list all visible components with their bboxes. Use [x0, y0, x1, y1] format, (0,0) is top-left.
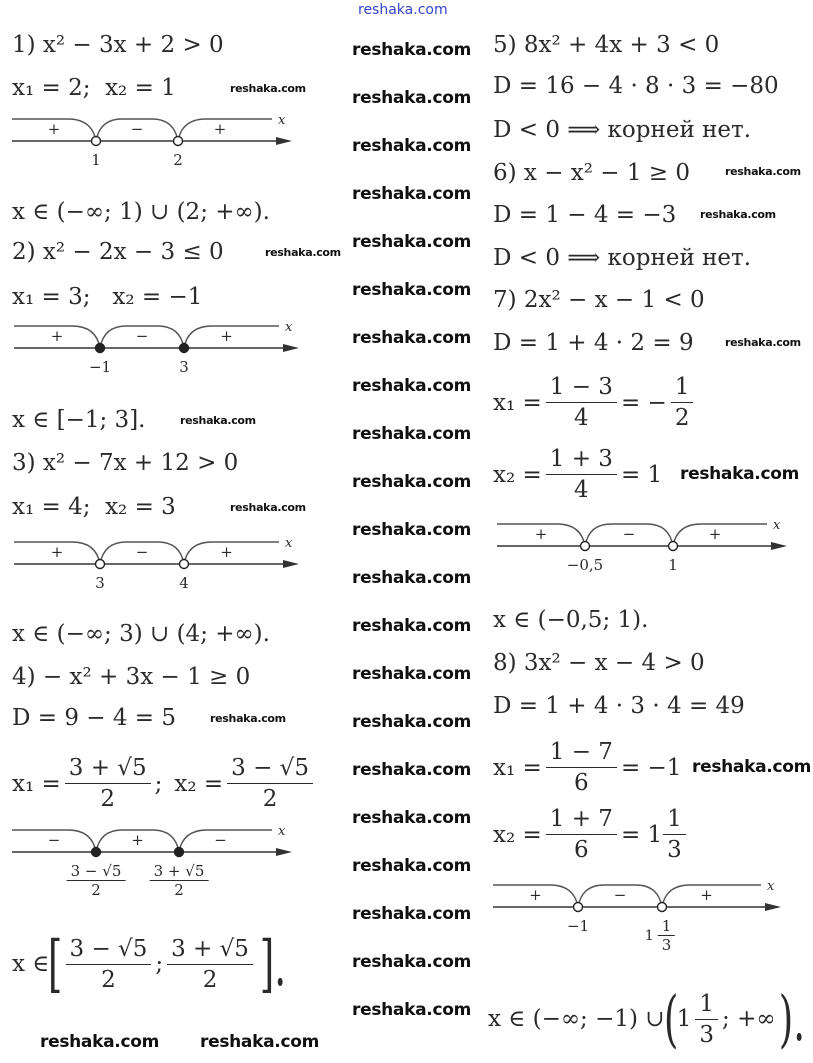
filled-point: [175, 848, 184, 857]
interval-sign: +: [50, 327, 64, 345]
watermark: reshaka.com: [725, 165, 801, 178]
watermark: reshaka.com: [352, 520, 472, 540]
interval-sign: +: [708, 525, 722, 543]
watermark: reshaka.com: [352, 760, 472, 780]
x1-label: x₁ =: [493, 389, 542, 416]
watermark: reshaka.com: [200, 1032, 320, 1052]
numerator: 1 + 7: [546, 804, 617, 835]
problem-3-title: 3) x² − 7x + 12 > 0: [12, 450, 239, 476]
filled-point: [180, 344, 189, 353]
site-link[interactable]: reshaka.com: [358, 2, 448, 18]
numerator: 3 − √5: [227, 753, 313, 784]
watermark: reshaka.com: [180, 414, 256, 427]
open-point: [574, 903, 583, 912]
watermark: reshaka.com: [352, 904, 472, 924]
watermark: reshaka.com: [352, 472, 472, 492]
denominator: 2: [262, 786, 278, 812]
problem-7-title: 7) 2x² − x − 1 < 0: [493, 287, 705, 313]
x1-fraction: [546, 737, 617, 798]
axis-label: x: [278, 113, 286, 128]
paren-close: ).: [778, 982, 805, 1055]
axis-label: x: [767, 879, 775, 894]
numerator: 1 + 3: [546, 444, 617, 475]
problem-5-title: 5) 8x² + 4x + 3 < 0: [493, 32, 720, 58]
problem-2-answer: x ∈ [−1; 3].: [12, 407, 146, 433]
bracket-close: ].: [259, 927, 287, 1000]
x1-label: x₁ =: [12, 770, 61, 797]
problem-2-title: 2) x² − 2x − 3 ≤ 0: [12, 239, 224, 265]
watermark: reshaka.com: [40, 1032, 160, 1052]
axis-label: x: [773, 518, 781, 533]
problem-5-conclusion: D < 0 ⟹ корней нет.: [493, 117, 752, 143]
axis-label: x: [278, 824, 286, 839]
x2-result: = 1: [620, 461, 663, 488]
interval-sign: −: [135, 543, 149, 561]
arrow-head-icon: [283, 560, 299, 568]
interval-sign: +: [213, 120, 227, 138]
label-fraction: [150, 862, 209, 899]
numerator: 3 + √5: [167, 934, 253, 965]
problem-6-title: 6) x − x² − 1 ≥ 0: [493, 160, 691, 186]
arrow-head-icon: [283, 344, 299, 352]
arrow-head-icon: [276, 137, 292, 145]
denominator: 3: [699, 1021, 715, 1048]
numerator: 1: [671, 372, 694, 403]
problem-6-conclusion: D < 0 ⟹ корней нет.: [493, 245, 752, 271]
filled-point: [96, 344, 105, 353]
denominator: 3: [667, 837, 682, 863]
watermark: reshaka.com: [230, 82, 306, 95]
x1-result: = −1: [620, 754, 682, 781]
problem-8-answer: [488, 982, 807, 1055]
watermark: reshaka.com: [352, 712, 472, 732]
interval-sign: +: [700, 886, 713, 904]
paren-open: (: [663, 982, 678, 1055]
denominator: 2: [100, 786, 116, 812]
answer-right-fraction: [167, 934, 253, 995]
problem-8-discriminant: D = 1 + 4 · 3 · 4 = 49: [493, 693, 745, 719]
denominator: 2: [202, 966, 218, 993]
interval-sign: +: [220, 327, 233, 345]
x2-label: x₂ =: [493, 821, 542, 848]
problem-2-roots: x₁ = 3; x₂ = −1: [12, 284, 203, 310]
problem-1-roots: x₁ = 2; x₂ = 1: [12, 75, 176, 101]
x1-fraction: [546, 372, 617, 433]
point-label: [63, 862, 130, 899]
watermark: reshaka.com: [352, 424, 472, 444]
open-point: [174, 137, 183, 146]
open-point: [669, 542, 678, 551]
x2-label: x₂ =: [174, 770, 224, 797]
watermark: reshaka.com: [210, 712, 286, 725]
x1-label: x₁ =: [493, 754, 542, 781]
interval-sign: +: [220, 543, 233, 561]
arrow-head-icon: [765, 903, 781, 911]
watermark: reshaka.com: [352, 952, 472, 972]
problem-4-discriminant: D = 9 − 4 = 5: [12, 705, 177, 731]
x2-equals-whole: = 1: [620, 821, 663, 848]
interval-sign: +: [534, 525, 548, 543]
watermark: reshaka.com: [352, 568, 472, 588]
x2-result-fraction: [663, 804, 686, 865]
point-label: [146, 862, 213, 899]
problem-6-discriminant: D = 1 − 4 = −3: [493, 202, 677, 228]
point-label: 1: [668, 556, 678, 574]
interval-sign: +: [47, 120, 61, 138]
denominator: 3: [661, 936, 672, 954]
watermark: reshaka.com: [700, 208, 776, 221]
numerator: 3 + √5: [65, 753, 151, 784]
separator: ;: [154, 770, 163, 797]
x2-label: x₂ =: [493, 461, 542, 488]
open-point: [658, 903, 667, 912]
denominator: 2: [91, 881, 101, 899]
watermark: reshaka.com: [352, 376, 472, 396]
interval-sign: +: [131, 831, 144, 849]
problem-8-x1: [493, 737, 681, 798]
numerator: 1: [695, 989, 718, 1020]
point-label: 2: [173, 151, 183, 169]
numerator: 1 − 3: [546, 372, 617, 403]
watermark: reshaka.com: [230, 501, 306, 514]
interval-sign: −: [47, 831, 61, 849]
whole-part: 1: [644, 927, 654, 944]
arrow-head-icon: [276, 848, 292, 856]
open-point: [96, 560, 105, 569]
answer-fraction: [695, 989, 718, 1050]
label-fraction: [67, 862, 126, 899]
numerator: 3 + √5: [150, 862, 209, 881]
axis-label: x: [285, 536, 293, 551]
watermark: reshaka.com: [352, 184, 472, 204]
watermark: reshaka.com: [725, 336, 801, 349]
x2-fraction: [546, 444, 617, 505]
problem-1-answer: x ∈ (−∞; 1) ∪ (2; +∞).: [12, 199, 270, 225]
denominator: 6: [574, 770, 589, 796]
interval-sign: −: [214, 831, 227, 849]
numerator: 1 − 7: [546, 737, 617, 768]
answer-rest: ; +∞: [722, 1006, 776, 1032]
problem-8-x2: [493, 804, 690, 865]
point-label: 4: [179, 574, 189, 592]
problem-4-answer: [12, 927, 289, 1000]
problem-7-x2: [493, 444, 662, 505]
interval-sign: −: [135, 327, 149, 345]
denominator: 2: [101, 966, 116, 993]
answer-separator: ;: [155, 951, 164, 977]
watermark: reshaka.com: [352, 136, 472, 156]
watermark: reshaka.com: [352, 328, 472, 348]
open-point: [180, 560, 189, 569]
point-label: 3: [95, 574, 105, 592]
x1-result-fraction: [671, 372, 694, 433]
answer-left-fraction: [66, 934, 152, 995]
problem-8-title: 8) 3x² − x − 4 > 0: [493, 650, 705, 676]
watermark: reshaka.com: [352, 616, 472, 636]
point-label: 1: [91, 151, 101, 169]
answer-whole: 1: [676, 1006, 692, 1032]
point-label: −1: [88, 358, 112, 376]
problem-7-discriminant: D = 1 + 4 · 2 = 9: [493, 330, 694, 356]
interval-sign: −: [130, 120, 144, 138]
label-fraction: [658, 917, 676, 954]
watermark: reshaka.com: [352, 856, 472, 876]
denominator: 4: [574, 477, 589, 503]
answer-prefix: x ∈: [12, 951, 50, 977]
problem-3-roots: x₁ = 4; x₂ = 3: [12, 494, 176, 520]
answer-prefix: x ∈ (−∞; −1) ∪: [488, 1006, 665, 1032]
watermark: reshaka.com: [352, 88, 472, 108]
point-label: −0,5: [566, 556, 604, 574]
open-point: [581, 542, 590, 551]
numerator: 3 − √5: [66, 934, 152, 965]
watermark: reshaka.com: [352, 808, 472, 828]
denominator: 6: [574, 837, 589, 863]
watermark: reshaka.com: [352, 40, 472, 60]
interval-sign: −: [613, 886, 627, 904]
point-label: 3: [179, 358, 189, 376]
watermark: reshaka.com: [265, 246, 341, 259]
watermark: reshaka.com: [352, 280, 472, 300]
problem-1-title: 1) x² − 3x + 2 > 0: [12, 32, 224, 58]
denominator: 2: [174, 881, 184, 899]
problem-5-discriminant: D = 16 − 4 · 8 · 3 = −80: [493, 73, 779, 99]
point-label: [645, 917, 679, 954]
interval-sign: +: [50, 543, 64, 561]
numerator: 1: [663, 804, 686, 835]
arrow-head-icon: [771, 542, 787, 550]
problem-7-x1: [493, 372, 697, 433]
watermark: reshaka.com: [680, 464, 800, 484]
watermark: reshaka.com: [352, 232, 472, 252]
problem-3-answer: x ∈ (−∞; 3) ∪ (4; +∞).: [12, 621, 270, 647]
interval-sign: −: [622, 525, 636, 543]
interval-sign: +: [529, 886, 542, 904]
equals-minus: = −: [620, 389, 667, 416]
numerator: 3 − √5: [67, 862, 126, 881]
denominator: 4: [574, 405, 589, 431]
problem-4-title: 4) − x² + 3x − 1 ≥ 0: [12, 664, 251, 690]
x2-fraction: [546, 804, 617, 865]
bracket-open: [: [48, 927, 63, 1000]
denominator: 2: [674, 405, 690, 431]
problem-7-answer: x ∈ (−0,5; 1).: [493, 607, 649, 633]
axis-label: x: [285, 320, 293, 335]
filled-point: [92, 848, 101, 857]
numerator: 1: [658, 917, 676, 936]
open-point: [92, 137, 101, 146]
point-label: −1: [566, 917, 590, 935]
watermark: reshaka.com: [692, 757, 812, 777]
watermark: reshaka.com: [352, 1000, 472, 1020]
watermark: reshaka.com: [352, 664, 472, 684]
